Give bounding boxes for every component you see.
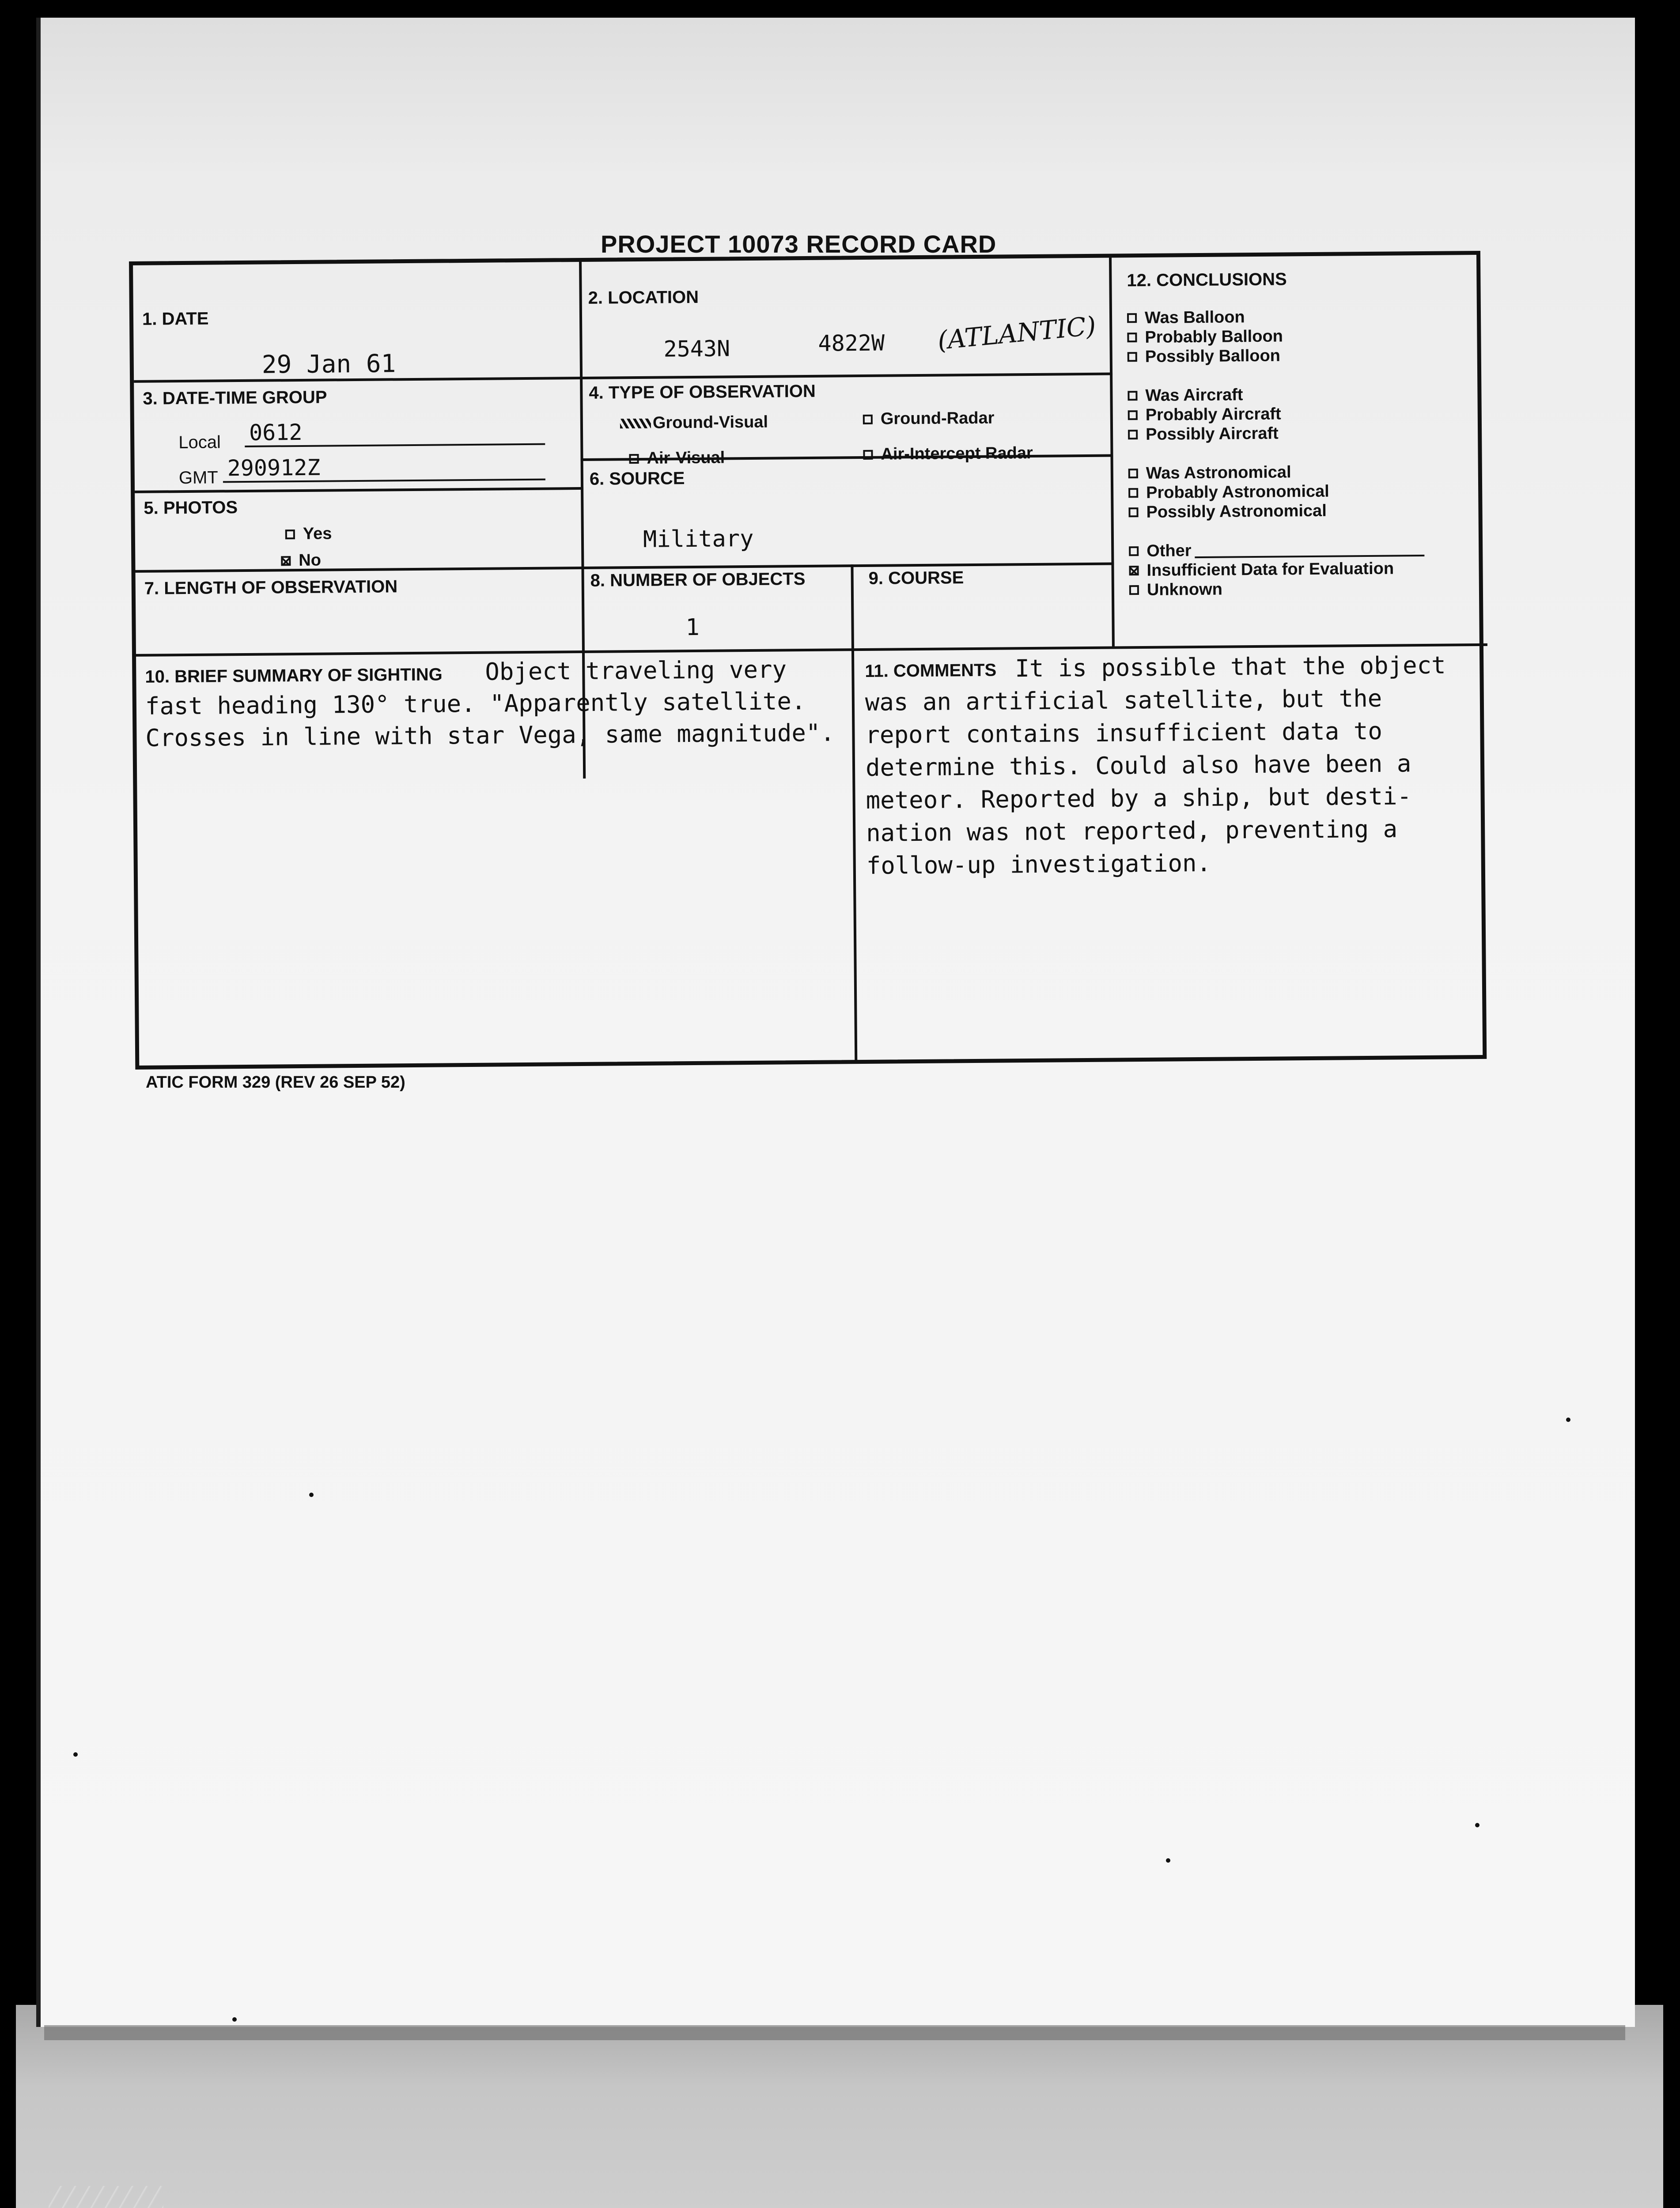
- unknown-option: [1129, 578, 1483, 600]
- checkbox: [1129, 546, 1139, 556]
- summary-line: Crosses in line with star Vega, same magnitude".: [145, 718, 835, 752]
- checkbox: [1128, 391, 1137, 401]
- dust-speck: [73, 1752, 78, 1757]
- typed-over-mark: [620, 416, 651, 430]
- divider: [851, 564, 857, 1063]
- possibly-aircraft-option: [1128, 422, 1481, 444]
- source-label: 6. SOURCE: [589, 469, 685, 489]
- was-aircraft-label: Was Aircraft: [1145, 385, 1243, 405]
- comments-line: was an artificial satellite, but the: [865, 684, 1382, 716]
- probably-balloon-option: [1127, 325, 1480, 347]
- astronomical-group: [1128, 461, 1482, 522]
- was-balloon-label: Was Balloon: [1144, 307, 1245, 327]
- dust-speck: [1566, 1418, 1570, 1422]
- balloon-group: [1127, 306, 1481, 367]
- photos-yes-option: [285, 524, 332, 544]
- checkbox: [1127, 333, 1137, 342]
- ground-visual-option: [620, 413, 768, 433]
- checkbox: [1128, 352, 1137, 362]
- summary-line: Object traveling very: [485, 655, 787, 686]
- probably-astronomical-label: Probably Astronomical: [1146, 482, 1329, 502]
- dust-speck: [1166, 1858, 1170, 1863]
- dtg-label: 3. DATE-TIME GROUP: [143, 387, 327, 408]
- possibly-balloon-option: [1128, 344, 1481, 367]
- type-obs-label: 4. TYPE OF OBSERVATION: [589, 381, 816, 403]
- checkbox: [285, 529, 295, 539]
- dtg-local-label: Local: [178, 432, 221, 453]
- location-label: 2. LOCATION: [588, 287, 699, 308]
- was-astronomical-label: Was Astronomical: [1146, 462, 1291, 483]
- air-visual-option: [629, 448, 725, 468]
- checkbox: [1128, 469, 1138, 478]
- length-label: 7. LENGTH OF OBSERVATION: [144, 577, 398, 598]
- comments-line: It is possible that the object: [1015, 651, 1446, 683]
- checkbox: [863, 414, 873, 424]
- ground-radar-option: [863, 409, 995, 429]
- summary-label: 10. BRIEF SUMMARY OF SIGHTING: [145, 665, 443, 687]
- ground-visual-label: Ground-Visual: [652, 412, 768, 432]
- checkbox: [1128, 410, 1138, 420]
- aircraft-group: [1128, 383, 1481, 444]
- photos-no-option: [281, 551, 321, 571]
- air-intercept-radar-label: Air-Intercept Radar: [881, 443, 1033, 464]
- checkbox-checked: [1129, 566, 1139, 575]
- objects-value: 1: [685, 614, 700, 641]
- checkbox: [1127, 313, 1137, 323]
- comments-line: nation was not reported, preventing a: [866, 815, 1398, 847]
- checkbox: [863, 450, 873, 459]
- location-lat: 2543N: [663, 336, 730, 362]
- other-underline: [1195, 555, 1425, 558]
- dtg-gmt-value: 290912Z: [227, 454, 321, 481]
- paper-edge: [44, 2025, 1625, 2040]
- possibly-astronomical-label: Possibly Astronomical: [1146, 501, 1327, 522]
- scratch-marks: [49, 2186, 163, 2208]
- insufficient-data-option: [1129, 558, 1482, 580]
- possibly-astronomical-option: [1128, 500, 1482, 522]
- summary-line: fast heading 130° true. "Apparently satellite.: [145, 687, 806, 720]
- comments-line: meteor. Reported by a ship, but desti-: [866, 782, 1412, 814]
- was-balloon-option: [1127, 306, 1480, 328]
- checkbox: [1129, 585, 1139, 595]
- conclusions-block: [1127, 268, 1483, 619]
- conclusions-label: 12. CONCLUSIONS: [1127, 269, 1287, 291]
- other-label: Other: [1146, 541, 1192, 560]
- date-value: 29 Jan 61: [261, 349, 396, 379]
- card-title: PROJECT 10073 RECORD CARD: [601, 230, 997, 258]
- course-label: 9. COURSE: [868, 568, 964, 588]
- checkbox: [1128, 430, 1138, 439]
- other-group: [1129, 539, 1483, 600]
- dust-speck: [232, 2017, 237, 2022]
- comments-label: 11. COMMENTS: [865, 660, 997, 681]
- photos-yes-label: Yes: [303, 524, 332, 543]
- probably-balloon-label: Probably Balloon: [1145, 326, 1283, 347]
- checkbox-checked: [281, 556, 291, 566]
- record-card: [129, 251, 1487, 1070]
- checkbox: [1128, 507, 1138, 517]
- probably-aircraft-label: Probably Aircraft: [1145, 405, 1281, 424]
- possibly-balloon-label: Possibly Balloon: [1145, 346, 1281, 366]
- comments-line: report contains insufficient data to: [865, 717, 1383, 749]
- objects-label: 8. NUMBER OF OBJECTS: [590, 569, 806, 590]
- location-note: (ATLANTIC): [936, 310, 1097, 356]
- checkbox: [1128, 488, 1138, 498]
- comments-line: follow-up investigation.: [866, 849, 1211, 880]
- source-value: Military: [643, 525, 754, 553]
- was-astronomical-option: [1128, 461, 1482, 483]
- divider: [135, 487, 583, 493]
- dtg-gmt-label: GMT: [178, 468, 218, 488]
- divider: [1109, 258, 1115, 647]
- air-intercept-radar-option: [863, 444, 1033, 464]
- ground-radar-label: Ground-Radar: [880, 408, 995, 428]
- air-visual-label: Air-Visual: [647, 448, 725, 468]
- probably-aircraft-option: [1128, 403, 1481, 425]
- location-lon: 4822W: [818, 330, 885, 356]
- dtg-local-value: 0612: [249, 419, 303, 446]
- checkbox: [629, 454, 639, 463]
- was-aircraft-option: [1128, 383, 1481, 405]
- photos-label: 5. PHOTOS: [144, 498, 238, 518]
- unknown-label: Unknown: [1146, 580, 1223, 599]
- probably-astronomical-option: [1128, 480, 1482, 503]
- other-option: [1129, 539, 1482, 561]
- photos-no-label: No: [299, 551, 322, 570]
- form-id: ATIC FORM 329 (REV 26 SEP 52): [146, 1073, 405, 1092]
- possibly-aircraft-label: Possibly Aircraft: [1145, 424, 1279, 444]
- dust-speck: [309, 1493, 314, 1497]
- insufficient-data-label: Insufficient Data for Evaluation: [1146, 559, 1394, 580]
- comments-line: determine this. Could also have been a: [865, 749, 1411, 782]
- dust-speck: [1475, 1823, 1479, 1827]
- date-label: 1. DATE: [142, 309, 209, 329]
